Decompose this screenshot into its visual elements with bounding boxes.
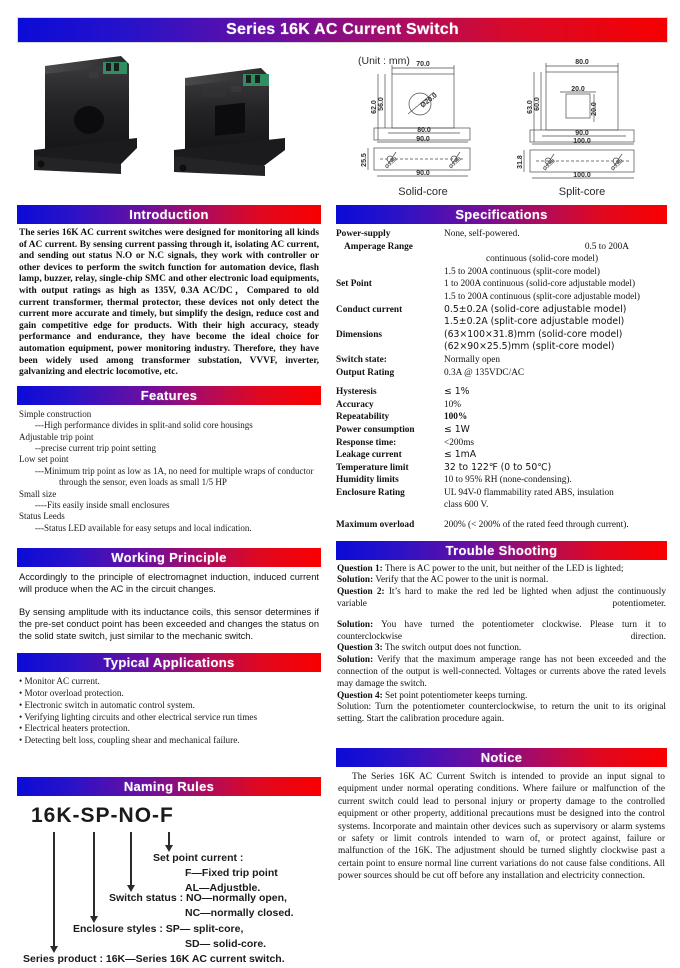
typical-applications-list — [19, 676, 319, 747]
spec-value: ≤ 1mA — [444, 449, 477, 461]
application-item: • Motor overload protection. — [19, 687, 124, 698]
application-item: • Detecting belt loss, coupling shear and mechanical failure. — [19, 735, 240, 746]
ts-entry — [337, 587, 666, 611]
spec-value: None, self-powered. — [444, 229, 520, 239]
spec-row — [336, 462, 667, 475]
ts-label: Question 4: — [337, 690, 383, 701]
right-column — [336, 205, 667, 883]
spec-value: (63×100×31.8)mm (solid-core model) — [444, 328, 623, 340]
ts-text: It’s hard to make the red led be lighted when adjust the continuously variable potentiometer. — [337, 587, 666, 610]
unit-label: (Unit : mm) — [358, 55, 410, 67]
spec-row — [336, 367, 667, 380]
spec-key: Power consumption — [336, 424, 415, 435]
spec-row — [336, 399, 667, 412]
dim-split-top-width: 80.0 — [575, 59, 589, 66]
ts-entry — [337, 702, 666, 726]
dim-solid-base-outer: 90.0 — [416, 136, 430, 143]
ts-label: Question 2: — [337, 587, 385, 598]
feature-item: Small size ----Fits easily inside small enclosures — [19, 488, 170, 510]
spec-key: Humidity limits — [336, 475, 399, 486]
spec-row — [336, 411, 667, 424]
ts-label: Solution: — [337, 655, 374, 666]
section-header-typical-applications — [17, 653, 321, 672]
dim-solid-hole-right: Ø3.80 — [448, 156, 463, 171]
spec-key: Power-supply — [336, 229, 391, 239]
dim-solid-base-inner: 80.0 — [417, 127, 431, 134]
working-principle-body — [19, 571, 319, 642]
feature-item: Simple construction ---High performance divides in split-and solid core housings — [19, 408, 253, 431]
spec-value: 1 to 200A continuous (solid-core adjustable model) — [444, 279, 636, 290]
page-title: Series 16K AC Current Switch — [226, 21, 459, 38]
ts-entry — [337, 655, 666, 690]
dim-solid-hole-left: Ø3.80 — [384, 156, 399, 171]
ts-entry — [337, 691, 666, 703]
spec-value: Normally open — [444, 354, 501, 365]
spec-row — [336, 228, 667, 241]
spec-value: ≤ 1W — [444, 423, 470, 435]
application-item: • Monitor AC current. — [19, 676, 100, 687]
spec-row — [336, 474, 667, 487]
spec-row — [336, 329, 667, 342]
spec-cont: 1.5 to 200A continuous (split-core adjustable model) — [444, 291, 640, 302]
working-principle-title: Working Principle — [111, 550, 227, 566]
label-switch-status-title: Switch status : NO—normally open, — [109, 891, 287, 904]
spec-key: Response time: — [336, 437, 397, 448]
arrow-enclosure — [90, 916, 98, 923]
spec-cont: continuous (solid-core model) — [486, 254, 599, 265]
label-set-point-line2: AL—Adjustble. — [185, 881, 261, 894]
working-principle-paragraph: By sensing amplitude with its inductance coils, this sensor determines if the pre-set conduct point has been exceeded and changes the status on the solid state switch, just similar to the mechanic switch. — [19, 607, 319, 642]
features-title: Features — [140, 387, 198, 403]
dim-split-base-inner: 90.0 — [575, 130, 589, 137]
spec-row — [336, 278, 667, 291]
ts-text: You have turned the potentiometer clockwise. Please turn it to counterclockwise direction. — [337, 619, 666, 642]
spec-key: Repeatability — [336, 412, 390, 423]
ts-label: Question 3: — [337, 643, 383, 654]
trouble-shooting-title: Trouble Shooting — [445, 542, 558, 558]
dim-solid-height-outer: 62.0 — [371, 100, 378, 114]
spec-row — [336, 449, 667, 462]
spec-key: Enclosure Rating — [336, 487, 405, 498]
dim-split-side-width: 100.0 — [573, 172, 591, 179]
ts-text: There is AC power to the unit, but neither of the LED is lighted; — [382, 563, 624, 574]
section-header-naming-rules — [17, 777, 321, 796]
spec-row — [336, 487, 667, 500]
leader-line-switch-status — [130, 832, 132, 886]
spec-value: 0.5 to 200A — [584, 241, 629, 252]
dim-split-height-outer: 63.0 — [527, 100, 534, 114]
left-column — [17, 205, 321, 968]
application-item: • Verifying lighting circuits and other electrical service run times — [19, 711, 258, 722]
dim-solid-hole: Ø20.0 — [419, 92, 439, 110]
spec-cont: (62×90×25.5)mm (split-core model) — [444, 341, 615, 353]
spec-value: 0.3A @ 135VDC/AC — [444, 367, 525, 378]
trouble-shooting-body — [337, 564, 666, 726]
dim-split-hole-left: Ø3.80 — [542, 158, 557, 173]
dim-split-base-outer: 100.0 — [573, 138, 591, 145]
spec-key: Dimensions — [336, 329, 382, 340]
spec-key: Amperage Range — [344, 241, 413, 252]
spec-value: <200ms — [444, 437, 475, 448]
spec-cont: 1.5 to 200A continuous (split-core model) — [444, 266, 600, 277]
arrow-series — [50, 946, 58, 953]
notice-title: Notice — [480, 750, 523, 766]
spec-row — [336, 386, 667, 399]
naming-rules-diagram — [17, 800, 321, 968]
spec-row — [336, 304, 667, 317]
spec-row — [336, 354, 667, 367]
ts-text: Turn the potentiometer counterclockwise, to return the unit to its original setting. Start the calibration procedure again. — [337, 702, 666, 725]
specifications-table — [336, 228, 667, 532]
spec-cont: class 600 V. — [444, 500, 489, 511]
ts-label: Solution: — [337, 575, 374, 586]
leader-line-series — [53, 832, 55, 947]
ts-label: Solution: — [337, 702, 372, 713]
feature-item: Adjustable trip point --precise current trip point setting — [19, 431, 156, 453]
spec-key: Switch state: — [336, 354, 387, 365]
ts-entry — [337, 643, 666, 655]
spec-key: Output Rating — [336, 367, 395, 378]
spec-row — [336, 241, 667, 254]
spec-cont: 1.5±0.2A (split-core adjustable model) — [444, 316, 625, 328]
leader-line-set-point — [168, 832, 170, 846]
application-item: • Electronic switch in automatic control system. — [19, 699, 195, 710]
ts-label: Solution: — [337, 619, 374, 630]
ts-text: The switch output does not function. — [382, 643, 522, 654]
spec-value: 10 to 95% RH (none-condensing). — [444, 475, 572, 486]
page-title-banner — [17, 17, 668, 43]
dim-solid-side-height: 25.5 — [361, 153, 368, 167]
leader-line-enclosure — [93, 832, 95, 917]
spec-row — [336, 519, 667, 532]
label-enclosure-line2: SD— solid-core. — [185, 937, 267, 950]
product-photo — [17, 52, 322, 200]
spec-row — [336, 424, 667, 437]
label-enclosure-title: Enclosure styles : SP— split-core, — [73, 922, 244, 935]
working-principle-paragraph: Accordingly to the principle of electromagnet induction, induced current will produce when the AC in the circuit changes. — [19, 572, 319, 595]
dim-split-side-height: 31.8 — [517, 155, 524, 169]
spec-key: Accuracy — [336, 399, 374, 410]
features-list — [19, 409, 319, 534]
section-header-specifications — [336, 205, 667, 224]
spec-value: 32 to 122℉ (0 to 50℃) — [444, 461, 552, 473]
ts-entry — [337, 620, 666, 644]
ts-text: Verify that the maximum amperage range has not been exceeded and the connection of the output is well-connected. Voltages or currents above the rated levels may damage the switch. — [337, 655, 666, 689]
dim-split-window-h: 20.0 — [591, 102, 598, 116]
specifications-title: Specifications — [455, 207, 548, 222]
solid-core-caption: Solid-core — [398, 186, 448, 198]
split-core-caption: Split-core — [558, 186, 606, 198]
introduction-body: The series 16K AC current switches were designed for monitoring all kinds of AC current. By sensing current passing through it, isolating AC current, and sending out status N.O or N.C signals, they work with controller or other devices to perform the switch function for automation device, flash lamp, buzzer, relay, single-chip SMC and other electronic load equipments, with output ratings as high as 135V, 0.3A AC/DC，Compared to old current transformer, thermal protector, these devices not only detect the current more accurate and timely, but simplify the design, reduce cost and gain competitive edge for products. With their high accuracy, steady performance and endurance, they have become the ideal choice for automation equipment, power monitoring industry. Therefore, they have been widely used among transformer substation, VVVF, inverter, galvanizing and electric locomotive, etc. — [19, 228, 319, 378]
feature-item: Low set point ---Minimum trip point as low as 1A, no need for multiple wraps of conductor through the sensor, even loads as small 1/5 HP — [19, 454, 314, 488]
spec-value: UL 94V-0 flammability rated ABS, insulation — [444, 487, 614, 498]
section-header-notice — [336, 748, 667, 767]
arrow-set-point — [165, 845, 173, 852]
label-switch-status-line2: NC—normally closed. — [185, 906, 294, 919]
part-number: 16K-SP-NO-F — [31, 803, 174, 827]
spec-key: Leakage current — [336, 450, 402, 461]
feature-item: Status Leeds ---Status LED available for easy setups and local indication. — [19, 511, 252, 533]
spec-value: 100% — [444, 412, 468, 423]
notice-body: The Series 16K AC Current Switch is intended to provide an input signal to equipment under normal operating conditions. Where failure or malfunction of the current switch could lead to personal injury or property damage to the controlled equipment or other property, additional precautions must be designed into the control systems. Incorporate and maintain other devices such as supervisory or alarm systems or safety or limit controls intended to warn of, or protect against, failure or malfunction of the 16K. The adjustment should be turned slightly clockwise past a certain point to ensure normal line current variations do not cause false conditions. All power sources should be cut off before any installation and electricity connection. — [338, 772, 665, 882]
naming-rules-title: Naming Rules — [123, 778, 215, 794]
ts-text: Verify that the AC power to the unit is normal. — [373, 575, 549, 586]
dim-solid-side-width: 90.0 — [416, 170, 430, 177]
label-series-title: Series product : 16K—Series 16K AC current switch. — [23, 952, 285, 965]
spec-value: 0.5±0.2A (solid-core adjustable model) — [444, 303, 627, 315]
spec-value: 10% — [444, 399, 462, 410]
spec-value: ≤ 1% — [444, 386, 470, 398]
dim-solid-top-width: 70.0 — [416, 61, 430, 68]
spec-key: Conduct current — [336, 304, 403, 315]
ts-entry — [337, 575, 666, 587]
section-header-features — [17, 386, 321, 405]
ts-label: Question 1: — [337, 563, 383, 574]
arrow-switch-status — [127, 885, 135, 892]
dim-split-hole-right: Ø3.80 — [610, 158, 625, 173]
spec-value: 200% (< 200% of the rated feed through current). — [444, 520, 629, 531]
typical-applications-title: Typical Applications — [103, 655, 235, 671]
application-item: • Electrical heaters protection. — [19, 723, 130, 734]
section-header-introduction — [17, 205, 321, 224]
ts-entry — [337, 564, 666, 576]
dim-split-window-w: 20.0 — [571, 86, 585, 93]
label-set-point-title: Set point current : — [153, 851, 244, 864]
spec-key: Maximum overload — [336, 520, 415, 531]
dim-split-height-inner: 60.0 — [534, 97, 541, 111]
introduction-title: Introduction — [129, 207, 209, 222]
ts-text: Set point potentiometer keeps turning. — [382, 690, 528, 701]
spec-row — [336, 437, 667, 450]
dim-solid-height-inner: 56.0 — [378, 97, 385, 111]
spec-key: Set Point — [336, 279, 372, 290]
section-header-trouble-shooting — [336, 541, 667, 560]
dimension-drawings — [344, 52, 669, 200]
spec-key: Hysteresis — [336, 387, 377, 398]
section-header-working-principle — [17, 548, 321, 567]
spec-key: Temperature limit — [336, 462, 409, 473]
label-set-point-line1: F—Fixed trip point — [185, 866, 278, 879]
